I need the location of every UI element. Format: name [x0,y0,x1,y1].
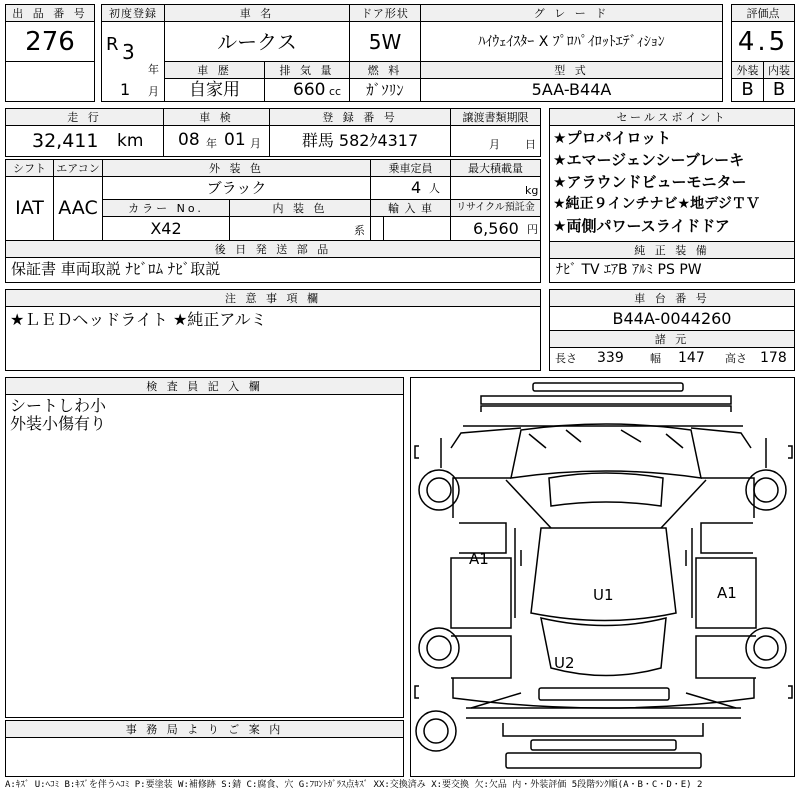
mileage: 32,411 [32,130,99,152]
era-letter: R [106,34,119,55]
exterior-color: ブラック [206,178,267,197]
length: 339 [597,350,624,366]
registration-number: 群馬 582ｸ4317 [301,131,419,150]
height: 178 [760,350,787,366]
width: 147 [678,350,705,366]
interior-grade-cell [763,78,795,102]
inspection-year: 08 [178,130,200,150]
mileage-cell [5,125,164,157]
displacement-cell [264,78,350,102]
fuel-label: 燃 料 [349,61,421,79]
lot-number-label: 出 品 番 号 [5,4,95,22]
capacity-unit: 人 [429,182,440,195]
dimensions-label: 諸 元 [549,330,795,348]
office-notice-box [5,737,404,777]
sales-point-4: ★純正９インチナビ★地デジＴＶ [553,196,760,212]
model: 5AA-B44A [531,80,612,99]
damage-mark-roof: U1 [593,586,614,604]
equipment: ﾅﾋﾞ TV ｴｱB ｱﾙﾐ PS PW [556,262,702,278]
capacity-label: 乗車定員 [370,159,451,177]
mileage-unit: km [117,131,144,151]
registration-number-cell [269,125,451,157]
interior-color-cell [229,216,371,241]
shift: IAT [15,197,44,219]
aircon-cell [53,176,103,241]
door-type-label: ドア形状 [349,4,421,22]
lot-number-cell [5,21,95,62]
exterior-color-label: 外 装 色 [102,159,371,177]
later-parts-label: 後 日 発 送 部 品 [5,240,541,258]
recycle-label: リサイクル預託金 [450,199,541,217]
import-label: 輸 入 車 [370,199,451,217]
damage-mark-front-left: A1 [469,550,489,568]
interior-color-label: 内 装 色 [229,199,371,217]
color-number: X42 [150,218,182,238]
dimensions-cell [549,347,795,371]
damage-diagram-frame [410,377,795,777]
registration-month: 1 [120,80,131,99]
sales-point-5: ★両側パワースライドドア [553,217,730,235]
color-number-cell [102,216,230,241]
recycle-fee: 6,560 [473,219,519,238]
grade-cell [420,21,723,62]
displacement-label: 排 気 量 [264,61,350,79]
import-divider [383,217,384,240]
inspector-note-2: 外装小傷有り [10,414,107,433]
sales-point-1: ★プロパイロット [553,129,672,147]
damage-code-legend: A:ｷｽﾞ U:ﾍｺﾐ B:ｷｽﾞを伴うﾍｺﾐ P:要塗装 W:補修跡 S:錆 C:腐食、穴 G:ﾌﾛﾝﾄｶﾞﾗｽ点ｷｽﾞ XX:交換済み X:要交換 欠:欠品 内・外装評価 5段階ﾗﾝｸ順(A・B・C・D・E) 2 [5,780,703,790]
model-cell [420,78,723,102]
transfer-deadline-cell [450,125,541,157]
damage-mark-right-side: A1 [717,584,737,602]
fuel-cell [349,78,421,102]
history-label: 車 歴 [164,61,265,79]
year-unit: 年 [148,63,159,76]
registration-number-label: 登 録 番 号 [269,108,451,126]
shift-cell [5,176,54,241]
capacity: 4 [411,178,422,197]
exterior-grade: B [741,79,754,100]
office-notice-label: 事 務 局 よ り ご 案 内 [5,720,404,738]
caution-box [5,306,541,371]
width-label: 幅 [650,352,661,365]
caution-label: 注 意 事 項 欄 [5,289,541,307]
lot-blank-cell [5,61,95,102]
history-cell [164,78,265,102]
recycle-cell [450,216,541,241]
import-cell [370,216,451,241]
door-type-cell [349,21,421,62]
equipment-cell [549,258,795,283]
sales-points-label: セールスポイント [549,108,795,126]
later-parts: 保証書 車両取説 ﾅﾋﾞﾛﾑ ﾅﾋﾞ取説 [11,260,221,278]
car-name-cell [164,21,350,62]
aircon: AAC [58,197,98,219]
score-label: 評価点 [731,4,795,22]
interior-label: 内装 [763,61,795,79]
aircon-label: エアコン [53,159,103,177]
displacement: 660 [293,80,326,100]
sales-point-2: ★エマージェンシーブレーキ [553,151,745,169]
transfer-deadline-label: 譲渡書類期限 [450,108,541,126]
interior-color-unit: 系 [354,224,365,237]
car-name-label: 車 名 [164,4,350,22]
max-load-unit: kg [525,184,539,197]
month-unit: 月 [148,85,159,98]
first-registration-label: 初度登録 [101,4,165,22]
score: 4.5 [737,26,789,57]
first-registration-cell [101,21,165,102]
inspection-year-unit: 年 [206,137,217,150]
history: 自家用 [189,79,240,100]
lot-number: 276 [25,26,75,57]
inspector-notes-label: 検 査 員 記 入 欄 [5,377,404,395]
door-type: 5W [368,29,402,54]
inspection-cell [163,125,270,157]
transfer-day-unit: 日 [525,138,536,151]
capacity-cell [370,176,451,200]
transfer-month-unit: 月 [489,138,500,151]
length-label: 長さ [555,352,577,365]
height-label: 高さ [725,352,747,365]
inspection-month: 01 [224,130,246,150]
grade: ﾊｲｳｪｲｽﾀｰ X ﾌﾟﾛﾊﾟｲﾛｯﾄｴﾃﾞｨｼｮﾝ [478,33,665,50]
damage-mark-rear: U2 [554,654,575,672]
equipment-label: 純 正 装 備 [549,241,795,259]
max-load-label: 最大積載量 [450,159,541,177]
inspection-label: 車 検 [163,108,270,126]
interior-grade: B [772,79,786,100]
sales-point-3: ★アラウンドビューモニター [553,173,747,191]
chassis-number-cell [549,306,795,331]
recycle-unit: 円 [527,223,538,236]
inspector-note-1: シートしわ小 [10,396,107,415]
later-parts-cell [5,257,541,283]
model-label: 型 式 [420,61,723,79]
registration-year: 3 [122,40,135,64]
score-cell [731,21,795,62]
color-number-label: カラー No. [102,199,230,217]
inspector-notes-box [5,394,404,718]
chassis-number: B44A-0044260 [612,308,732,328]
displacement-unit: cc [329,85,342,98]
exterior-grade-cell [731,78,764,102]
caution-text: ★ＬＥＤヘッドライト ★純正アルミ [10,310,267,329]
grade-label: グ レ ー ド [420,4,723,22]
shift-label: シフト [5,159,54,177]
sales-points-box [549,125,795,242]
chassis-number-label: 車 台 番 号 [549,289,795,307]
car-damage-diagram [411,378,794,776]
exterior-label: 外装 [731,61,764,79]
exterior-color-cell [102,176,371,200]
mileage-label: 走 行 [5,108,164,126]
inspection-month-unit: 月 [250,137,261,150]
car-name: ルークス [217,29,297,54]
max-load-cell [450,176,541,200]
fuel: ｶﾞｿﾘﾝ [366,80,404,99]
